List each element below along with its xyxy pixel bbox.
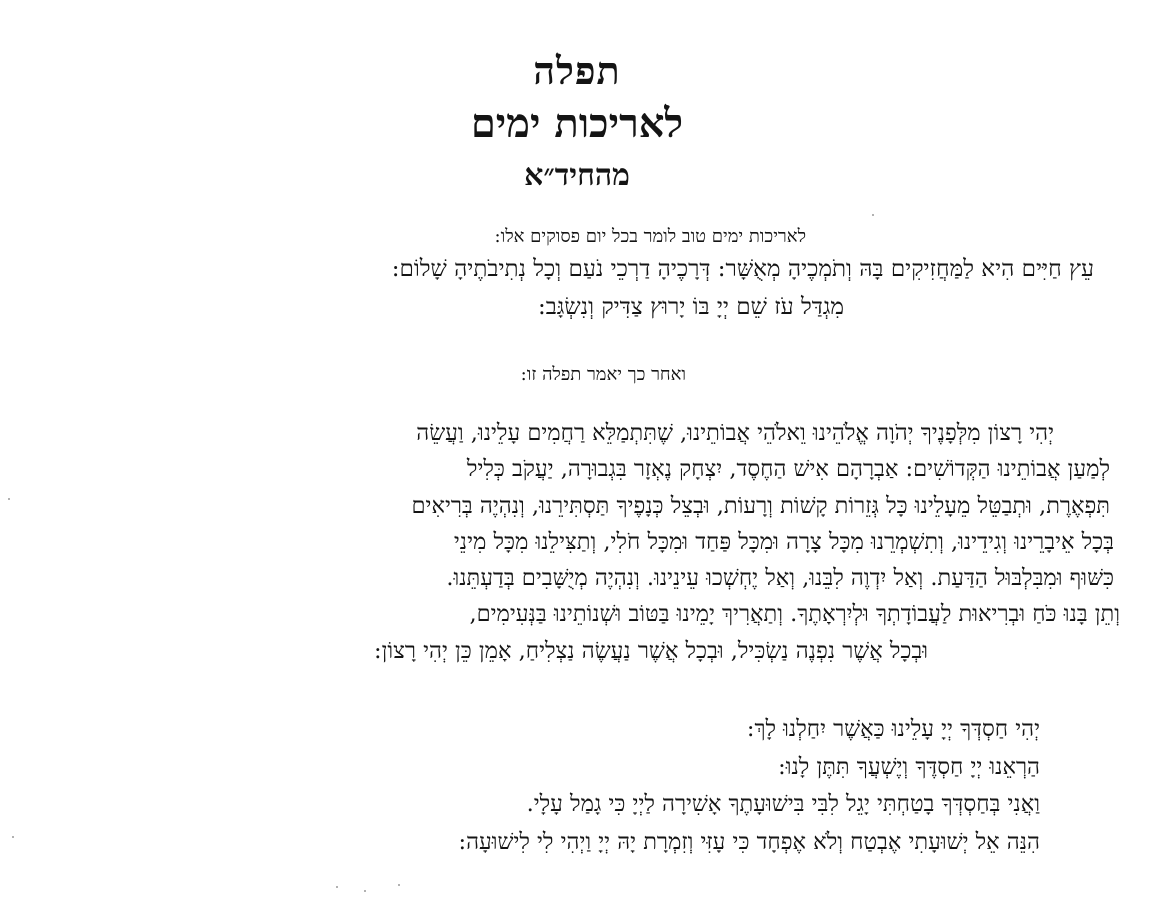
- prayer-line: לְמַעַן אֲבוֹתֵינוּ הַקְּדוֹשִׁים: אַבְרָהָם אִישׁ הַחֶסֶד, יִצְחָק נֶאְזָר בִּגְבוּרָה, יַעֲקֹב כְּלִיל: [466, 456, 1110, 482]
- verse-line: עֵץ חַיִּים הִיא לַמַּחֲזִיקִים בָּהּ וְתֹמְכֶיהָ מְאֻשָּׁר: דְּרָכֶיהָ דַרְכֵי נֹעַם וְכָל נְתִיבֹתֶיהָ שָׁלוֹם:: [391, 256, 1094, 282]
- verse-line: מִגְדַּל עֹז שֵׁם יְיָ בּוֹ יָרוּץ צַדִּיק וְנִשְׂגָּב:: [537, 294, 844, 320]
- prayer-line: כִּשּׁוּף וּמִבִּלְבּוּל הַדַּעַת. וְאַל יִדְוֶה לִבֵּנוּ, וְאַל יֶחְשְׁכוּ עֵינֵינוּ. וְנִהְיֶה מְיֻשָּׁבִים בְּדַעְתֵּנוּ.: [446, 565, 1114, 591]
- prayer-author: מהחיד״א: [524, 158, 630, 193]
- prayer-line: וּבְכָל אֲשֶׁר נִפְנֶה נַשְׂכִּיל, וּבְכָל אֲשֶׁר נַעֲשֶׂה נַצְלִיחַ, אָמֵן כֵּן יְהִי רָצוֹן:: [374, 638, 928, 664]
- scan-speck: [336, 886, 338, 888]
- prayer-line: וְתֵן בָּנוּ כֹּחַ וּבְרִיאוּת לַעֲבוֹדָתְךָ וּלְיִרְאָתֶךָ. וְתַאֲרִיךְ יָמֵינוּ בַּטּוֹב וּשְׁנוֹתֵינוּ בַּנְּעִימִים,: [469, 601, 1120, 627]
- closing-verse: הִנֵּה אֵל יְשׁוּעָתִי אֶבְטַח וְלֹא אֶפְחָד כִּי עָזִּי וְזִמְרָת יָהּ יְיָ וַיְהִי לִי לִישׁוּעָה:: [458, 829, 1040, 855]
- closing-verse: הַרְאֵנוּ יְיָ חַסְדֶּךָ וְיֶשְׁעֲךָ תִּתֶּן לָנוּ:: [778, 754, 1040, 780]
- after-instruction: ואחר כך יאמר תפלה זו:: [520, 364, 686, 385]
- closing-verse: יְהִי חַסְדְּךָ יְיָ עָלֵינוּ כַּאֲשֶׁר יִחַלְנוּ לָךְ:: [746, 716, 1040, 742]
- prayer-line: תִּפְאֶרֶת, וּתְבַטֵּל מֵעָלֵינוּ כָּל גְּזֵרוֹת קָשׁוֹת וְרָעוֹת, וּבְצֵל כְּנָפֶיךָ תַּסְתִּירֵנוּ, וְנִהְיֶה בְּרִיאִים: [411, 493, 1110, 519]
- scan-speck: [398, 884, 400, 886]
- closing-verse: וַאֲנִי בְּחַסְדְּךָ בָטַחְתִּי יָגֵל לִבִּי בִּישׁוּעָתֶךָ אָשִׁירָה לַיְיָ כִּי גָמַל עָלָי.: [526, 791, 1040, 817]
- prayer-title: תפלה: [533, 48, 621, 93]
- prayer-subtitle: לאריכות ימים: [470, 100, 684, 147]
- prayer-line: בְּכָל אֵיבָרֵינוּ וְגִידֵינוּ, וְתִשְׁמְרֵנוּ מִכָּל צָרָה וּמִכָּל פַּחַד וּמִכָּל חֹלִי, וְתַצִּילֵנוּ מִכָּל מִינֵי: [453, 529, 1114, 555]
- prayer-line: יְהִי רָצוֹן מִלְּפָנֶיךָ יְהֹוָה אֱלֹהֵינוּ וֵאלֹהֵי אֲבוֹתֵינוּ, שֶׁתִּתְמַלֵּא רַחֲמִים עָלֵינוּ, וַעֲשֵׂה: [416, 420, 1054, 446]
- scan-speck: [12, 836, 14, 838]
- scan-speck: [364, 890, 366, 892]
- intro-instruction: לאריכות ימים טוב לומר בכל יום פסוקים אלו:: [494, 226, 806, 247]
- scan-speck: [8, 498, 10, 500]
- scan-speck: [872, 214, 874, 216]
